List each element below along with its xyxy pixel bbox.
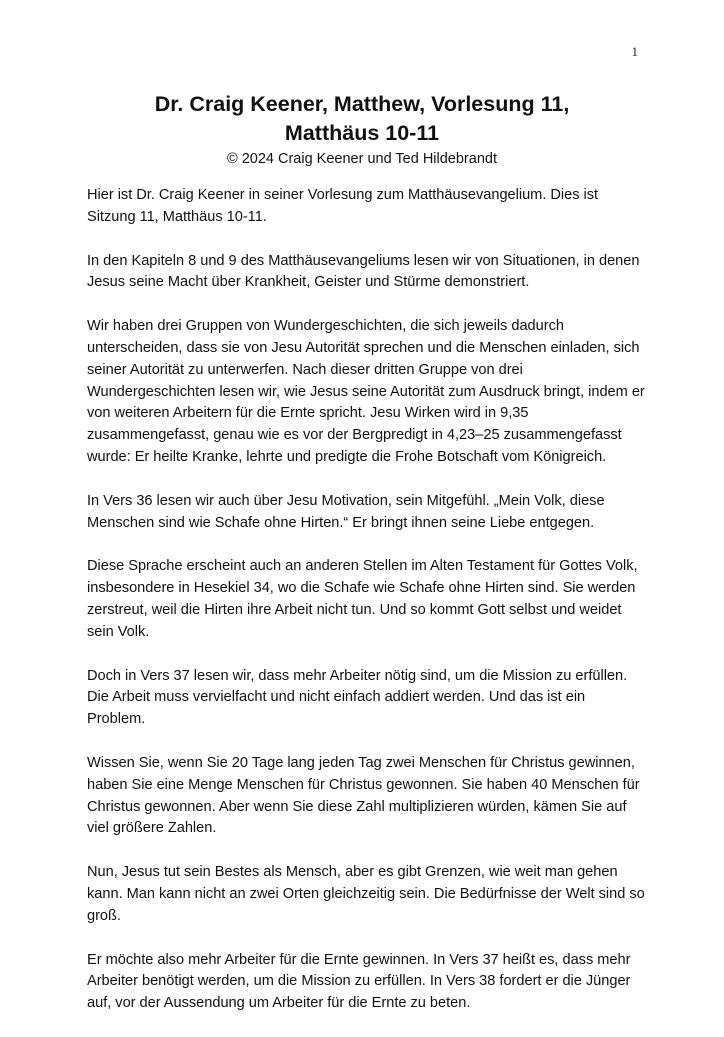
paragraph: Wir haben drei Gruppen von Wundergeschichten, die sich jeweils dadurch unterscheiden, dass sie von Jesu Autorität sprechen und die Menschen einladen, sich seiner Autorität zu unterwerfen. Nach dieser dritten Gruppe von drei Wundergeschichten lesen wir, wie Jesus seine Autorität zum Ausdruck bringt, indem er von weiteren Arbeitern für die Ernte spricht. Jesu Wirken wird in 9,35 zusammengefasst, genau wie es vor der Bergpredigt in 4,23–25 zusammengefasst wurde: Er heilte Kranke, lehrte und predigte die Frohe Botschaft vom Königreich. <box>87 318 645 465</box>
paragraph: In Vers 36 lesen wir auch über Jesu Motivation, sein Mitgefühl. „Mein Volk, diese Menschen sind wie Schafe ohne Hirten.“ Er bringt ihnen seine Liebe entgegen. <box>87 492 605 531</box>
title-line-1: Dr. Craig Keener, Matthew, Vorlesung 11, <box>154 92 570 116</box>
paragraph: In den Kapiteln 8 und 9 des Matthäusevangeliums lesen wir von Situationen, in denen Jesus seine Macht über Krankheit, Geister und Stürme demonstriert. <box>87 252 640 291</box>
paragraph: Er möchte also mehr Arbeiter für die Ernte gewinnen. In Vers 37 heißt es, dass mehr Arbeiter benötigt werden, um die Mission zu erfüllen. In Vers 38 fordert er die Jünger auf, vor der Aussendung um Arbeiter für die Ernte zu beten. <box>87 951 631 1012</box>
page-number: 1 <box>631 44 638 59</box>
paragraph: Hier ist Dr. Craig Keener in seiner Vorlesung zum Matthäusevangelium. Dies ist Sitzung 11, Matthäus 10-11. <box>87 187 599 225</box>
paragraph: Diese Sprache erscheint auch an anderen Stellen im Alten Testament für Gottes Volk, insbesondere in Hesekiel 34, wo die Schafe wie Schafe ohne Hirten sind. Sie werden zerstreut, weil die Hirten ihre Arbeit nicht tun. Und so kommt Gott selbst und weidet sein Volk. <box>87 558 638 640</box>
document-title <box>0 90 724 148</box>
document-header <box>0 90 724 169</box>
copyright-notice: © 2024 Craig Keener und Ted Hildebrandt <box>227 151 497 167</box>
paragraph: Wissen Sie, wenn Sie 20 Tage lang jeden Tag zwei Menschen für Christus gewinnen, haben Sie eine Menge Menschen für Christus gewonnen. Sie haben 40 Menschen für Christus gewonnen. Aber wenn Sie diese Zahl multiplizieren würden, kämen Sie auf viel größere Zahlen. <box>87 754 640 837</box>
title-line-2: Matthäus 10-11 <box>284 121 440 145</box>
document-body <box>87 185 647 1037</box>
paragraph: Doch in Vers 37 lesen wir, dass mehr Arbeiter nötig sind, um die Mission zu erfüllen. Die Arbeit muss vervielfacht und nicht einfach addiert werden. Und das ist ein Problem. <box>87 667 628 728</box>
paragraph: Nun, Jesus tut sein Bestes als Mensch, aber es gibt Grenzen, wie weit man gehen kann. Man kann nicht an zwei Orten gleichzeitig sein. Die Bedürfnisse der Welt sind so groß. <box>87 864 645 924</box>
